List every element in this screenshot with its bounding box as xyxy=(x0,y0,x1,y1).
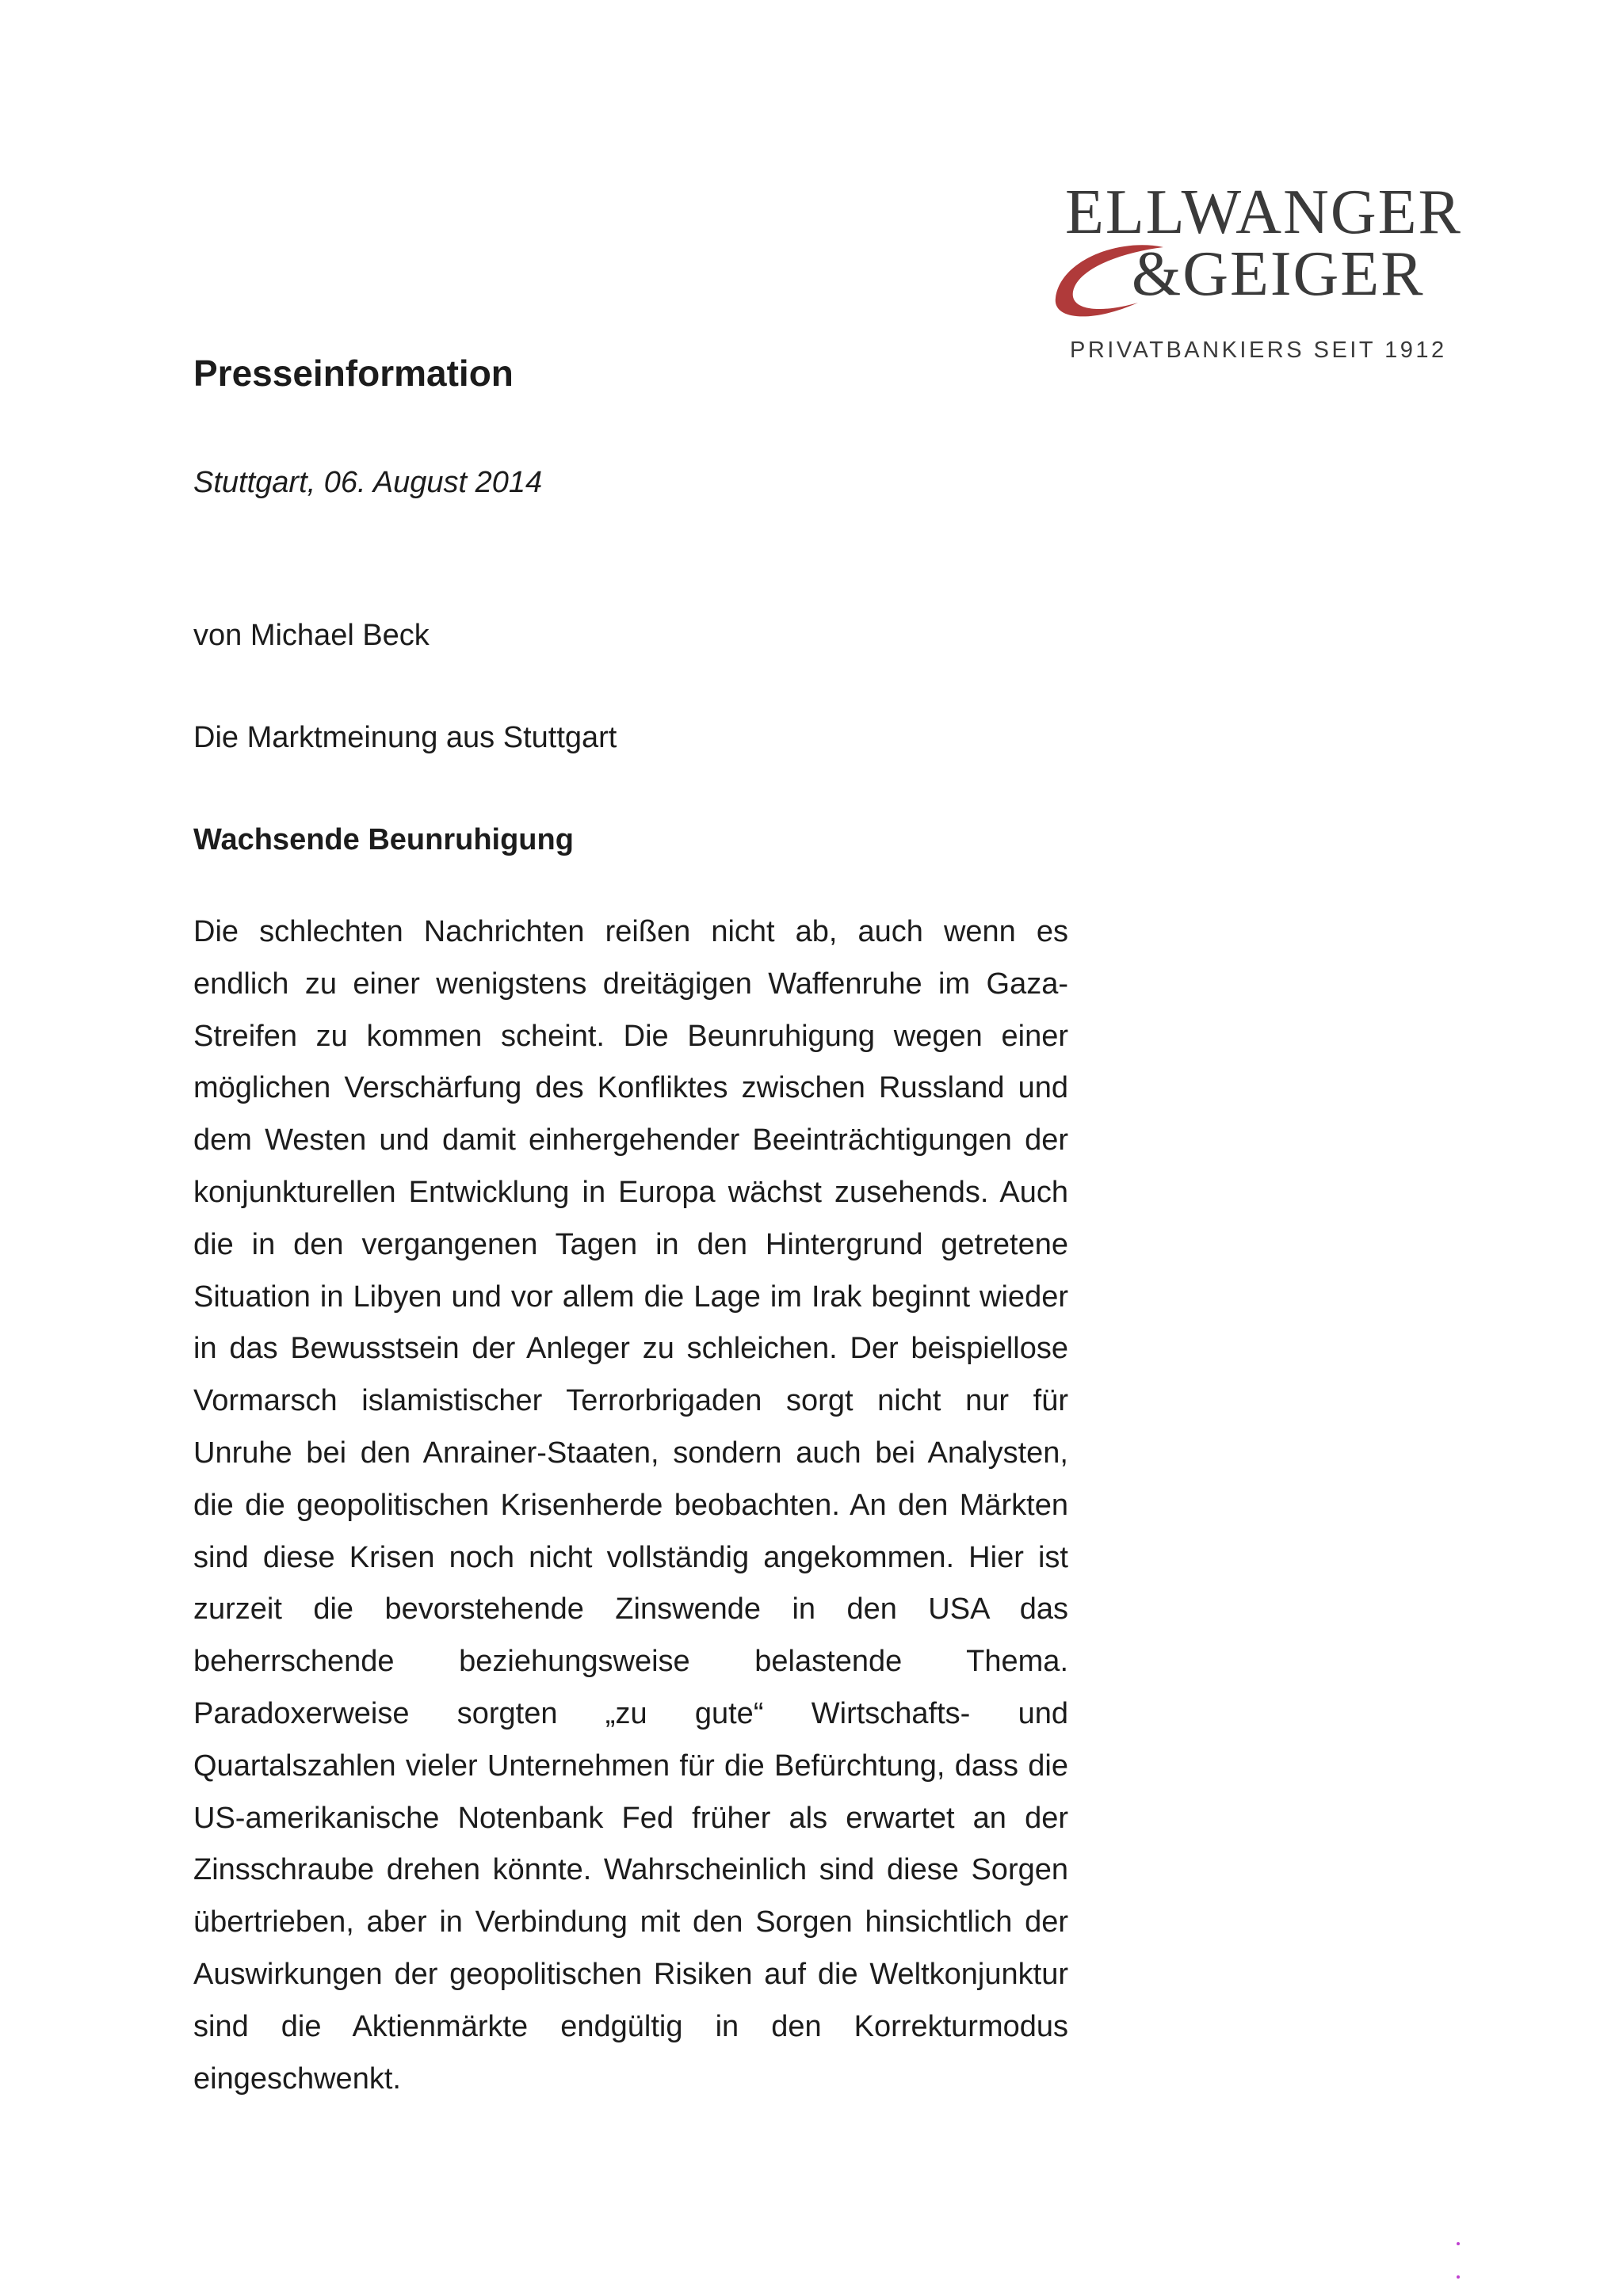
logo-wordmark-line2: &GEIGER xyxy=(1132,239,1425,309)
dateline: Stuttgart, 06. August 2014 xyxy=(193,466,543,499)
article-body: Die schlechten Nachrichten reißen nicht ab, auch wenn es endlich zu einer wenigstens dreitägigen Waffenruhe im Gaza-Streifen zu kommen scheint. Die Beunruhigung wegen einer möglichen Verschärfung des Konfliktes zwischen Russland und dem Westen und damit einhergehender Beeinträchtigungen der konjunkturellen Entwicklung in Europa wächst zusehends. Auch die in den vergangenen Tagen in den Hintergrund getretene Situation in Libyen und vor allem die Lage im Irak beginnt wieder in das Bewusstsein der Anleger zu schleichen. Der beispiellose Vormarsch islamistischer Terrorbrigaden sorgt nicht nur für Unruhe bei den Anrainer-Staaten, sondern auch bei Analysten, die die geopolitischen Krisenherde beobachten. An den Märkten sind diese Krisen noch nicht vollständig angekommen. Hier ist zurzeit die bevorstehende Zinswende in den USA das beherrschende beziehungsweise belastende Thema. Paradoxerweise sorgten „zu gute“ Wirtschafts- und Quartalszahlen vieler Unternehmen für die Befürchtung, dass die US-amerikanische Notenbank Fed früher als erwartet an der Zinsschraube drehen könnte. Wahrscheinlich sind diese Sorgen übertrieben, aber in Verbindung mit den Sorgen hinsichtlich der Auswirkungen der geopolitischen Risiken auf die Weltkonjunktur sind die Aktienmärkte endgültig in den Korrekturmodus eingeschwenkt. xyxy=(193,915,1068,2096)
company-logo xyxy=(1044,177,1462,371)
page-marker-dot xyxy=(1457,2242,1460,2245)
article-heading: Wachsende Beunruhigung xyxy=(193,823,574,856)
logo-tagline: PRIVATBANKIERS SEIT 1912 xyxy=(1070,338,1447,363)
column-title: Die Marktmeinung aus Stuttgart xyxy=(193,721,617,754)
page-title: Presseinformation xyxy=(193,353,514,394)
author-line: von Michael Beck xyxy=(193,619,430,652)
page-marker-dot xyxy=(1457,2275,1460,2279)
logo-wordmark-line1: ELLWANGER xyxy=(1065,177,1462,247)
